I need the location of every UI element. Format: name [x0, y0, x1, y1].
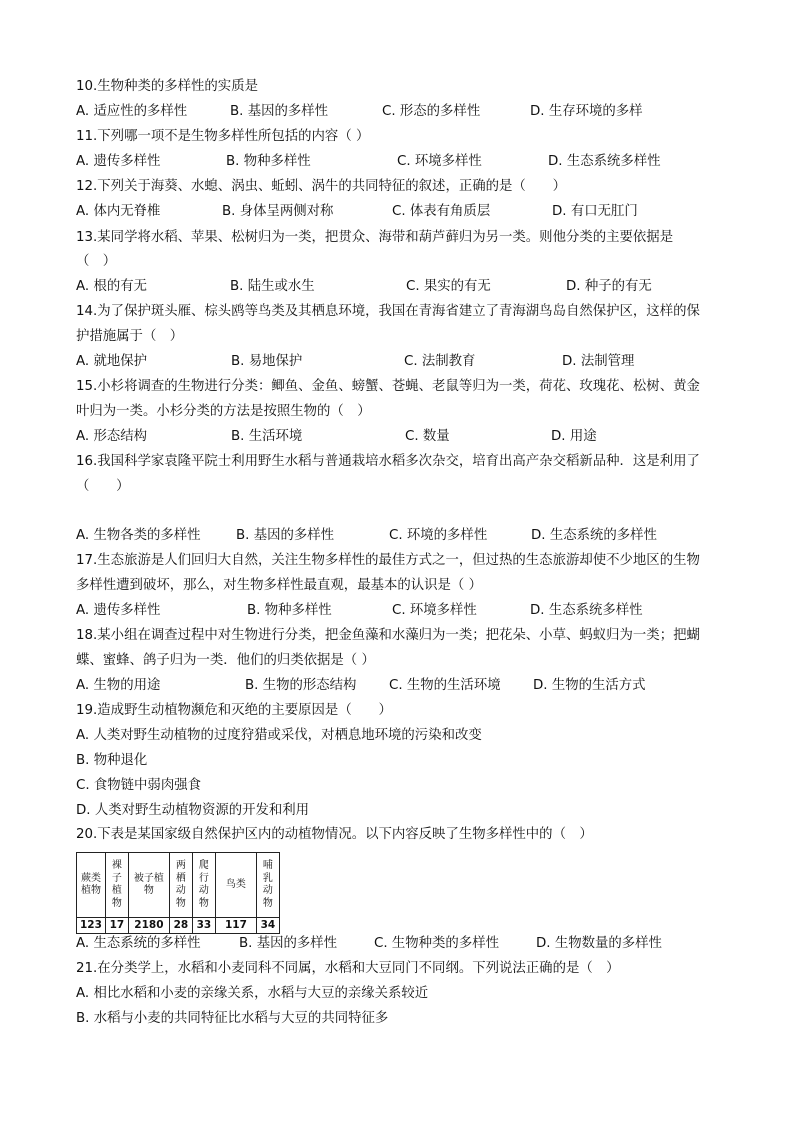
option-c[interactable]: C. 生物的生活环境: [389, 678, 501, 693]
table-header-cell: 被子植物: [128, 853, 169, 918]
question-21-stem: 21.在分类学上，水稻和小麦同科不同属，水稻和大豆同门不同纲。下列说法正确的是（ ）: [76, 961, 620, 976]
table-header-cell: 裸子植物: [105, 853, 128, 918]
option-d[interactable]: D. 生态系统的多样性: [531, 528, 657, 543]
table-header-cell: 哺乳动物: [256, 853, 279, 918]
option-c[interactable]: C. 体表有角质层: [392, 204, 491, 219]
question-18-stem-line2: 蝶、蜜蜂、鸽子归为一类．他们的归类依据是（ ）: [76, 653, 375, 668]
question-15-options: [76, 428, 736, 446]
option-b[interactable]: B. 身体呈两侧对称: [222, 204, 334, 219]
option-a[interactable]: A. 生物的用途: [76, 678, 161, 693]
option-d[interactable]: D. 生物的生活方式: [533, 678, 646, 693]
option-c[interactable]: C. 环境多样性: [392, 603, 477, 618]
option-b[interactable]: B. 生活环境: [231, 429, 303, 444]
question-10-options: [76, 103, 736, 121]
question-11-options: [76, 153, 736, 171]
option-c[interactable]: C. 环境的多样性: [389, 528, 488, 543]
question-13-stem-line1: 13.某同学将水稻、苹果、松树归为一类，把贯众、海带和葫芦藓归为另一类。则他分类的主要依据是: [76, 230, 674, 245]
option-a[interactable]: A. 生物各类的多样性: [76, 528, 201, 543]
table-header-cell: 两栖动物: [169, 853, 192, 918]
option-a[interactable]: A. 适应性的多样性: [76, 104, 188, 119]
option-b[interactable]: B. 易地保护: [231, 354, 303, 369]
question-19-option-b[interactable]: B. 物种退化: [76, 753, 148, 768]
question-20-stem: 20.下表是某国家级自然保护区内的动植物情况。以下内容反映了生物多样性中的（ ）: [76, 827, 593, 842]
table-header-cell: 爬行动物: [192, 853, 215, 918]
option-a[interactable]: A. 生态系统的多样性: [76, 936, 201, 951]
question-21-option-a[interactable]: A. 相比水稻和小麦的亲缘关系，水稻与大豆的亲缘关系较近: [76, 986, 429, 1001]
option-a[interactable]: A. 根的有无: [76, 279, 147, 294]
option-d[interactable]: D. 生态系统多样性: [530, 603, 643, 618]
question-14-stem-line2: 护措施属于（ ）: [76, 329, 184, 344]
option-a[interactable]: A. 遗传多样性: [76, 603, 161, 618]
option-a[interactable]: A. 遗传多样性: [76, 154, 161, 169]
table-header-row: [77, 853, 280, 918]
table-cell: 33: [192, 918, 215, 934]
option-b[interactable]: B. 陆生或水生: [230, 279, 315, 294]
question-18-options: [76, 677, 736, 695]
table-cell: 28: [169, 918, 192, 934]
option-d[interactable]: D. 有口无肛门: [552, 204, 638, 219]
question-12-options: [76, 203, 736, 221]
question-13-options: [76, 278, 736, 296]
option-b[interactable]: B. 生物的形态结构: [245, 678, 357, 693]
table-cell: 17: [105, 918, 128, 934]
question-19-option-d[interactable]: D. 人类对野生动植物资源的开发和利用: [76, 803, 310, 818]
option-d[interactable]: D. 生物数量的多样性: [536, 936, 662, 951]
question-17-stem-line2: 多样性遭到破坏，那么，对生物多样性最直观，最基本的认识是（ ）: [76, 578, 482, 593]
question-17-options: [76, 602, 736, 620]
question-18-stem-line1: 18.某小组在调查过程中对生物进行分类，把金鱼藻和水藻归为一类；把花朵、小草、蚂蚁归为一类；把蝴: [76, 628, 700, 643]
option-c[interactable]: C. 法制教育: [404, 354, 476, 369]
question-15-stem-line1: 15.小杉将调查的生物进行分类：鲫鱼、金鱼、螃蟹、苍蝇、老鼠等归为一类，荷花、玫瑰花、松树、黄金: [76, 379, 700, 394]
table-row: [77, 918, 280, 934]
species-table: [76, 852, 280, 934]
question-20-options: [76, 935, 736, 953]
question-15-stem-line2: 叶归为一类。小杉分类的方法是按照生物的（ ）: [76, 404, 371, 419]
table-cell: 2180: [128, 918, 169, 934]
question-10-stem: 10.生物种类的多样性的实质是: [76, 79, 258, 94]
option-c[interactable]: C. 果实的有无: [406, 279, 491, 294]
option-c[interactable]: C. 环境多样性: [397, 154, 482, 169]
option-b[interactable]: B. 基因的多样性: [236, 528, 335, 543]
option-c[interactable]: C. 生物种类的多样性: [374, 936, 499, 951]
option-a[interactable]: A. 形态结构: [76, 429, 147, 444]
question-16-stem-line2: （ ）: [76, 479, 130, 494]
option-b[interactable]: B. 基因的多样性: [230, 104, 329, 119]
option-c[interactable]: C. 数量: [405, 429, 450, 444]
question-14-stem-line1: 14.为了保护斑头雁、棕头鸥等鸟类及其栖息环境，我国在青海省建立了青海湖鸟岛自然保护区，这样的保: [76, 304, 700, 319]
question-17-stem-line1: 17.生态旅游是人们回归大自然，关注生物多样性的最佳方式之一，但过热的生态旅游却使不少地区的生物: [76, 553, 700, 568]
question-16-stem-line1: 16.我国科学家袁隆平院士利用野生水稻与普通栽培水稻多次杂交，培育出高产杂交稻新品种．这是利用了: [76, 454, 700, 469]
table-cell: 123: [77, 918, 106, 934]
option-b[interactable]: B. 基因的多样性: [239, 936, 338, 951]
option-a[interactable]: A. 体内无脊椎: [76, 204, 161, 219]
option-d[interactable]: D. 法制管理: [562, 354, 635, 369]
table-header-cell: 蕨类植物: [77, 853, 106, 918]
option-b[interactable]: B. 物种多样性: [226, 154, 311, 169]
question-11-stem: 11.下列哪一项不是生物多样性所包括的内容（ ）: [76, 129, 370, 144]
table-header-cell: 鸟类: [215, 853, 256, 918]
question-19-stem: 19.造成野生动植物濒危和灭绝的主要原因是（ ）: [76, 703, 392, 718]
question-21-option-b[interactable]: B. 水稻与小麦的共同特征比水稻与大豆的共同特征多: [76, 1011, 389, 1026]
question-16-options: [76, 527, 736, 545]
question-19-option-a[interactable]: A. 人类对野生动植物的过度狩猎或采伐，对栖息地环境的污染和改变: [76, 728, 482, 743]
option-d[interactable]: D. 用途: [551, 429, 597, 444]
table-cell: 117: [215, 918, 256, 934]
table-cell: 34: [256, 918, 279, 934]
option-a[interactable]: A. 就地保护: [76, 354, 147, 369]
question-19-option-c[interactable]: C. 食物链中弱肉强食: [76, 778, 201, 793]
option-c[interactable]: C. 形态的多样性: [382, 104, 481, 119]
option-b[interactable]: B. 物种多样性: [247, 603, 332, 618]
question-13-stem-line2: （ ）: [76, 254, 117, 269]
question-14-options: [76, 353, 736, 371]
question-12-stem: 12.下列关于海葵、水螅、涡虫、蚯蚓、涡牛的共同特征的叙述，正确的是（ ）: [76, 179, 566, 194]
option-d[interactable]: D. 种子的有无: [566, 279, 652, 294]
option-d[interactable]: D. 生存环境的多样: [530, 104, 643, 119]
option-d[interactable]: D. 生态系统多样性: [548, 154, 661, 169]
